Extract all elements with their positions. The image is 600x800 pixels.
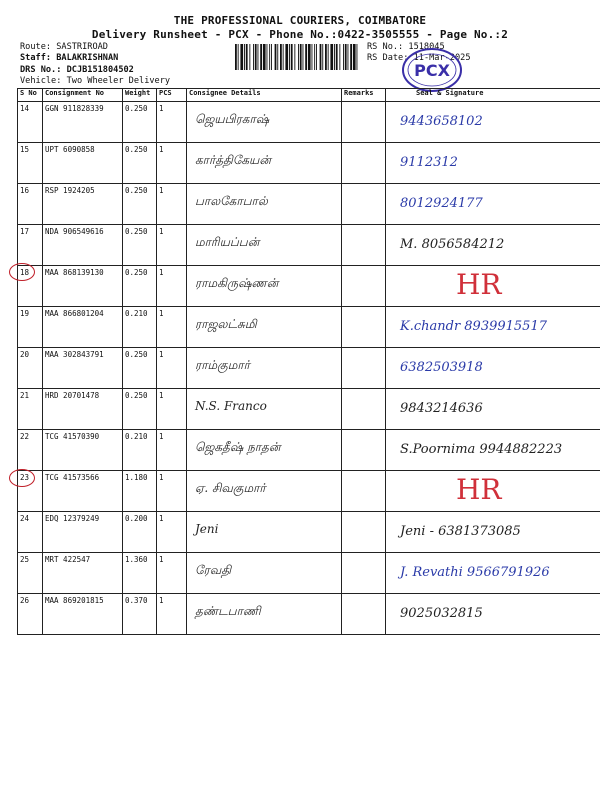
- consignee-handwriting: N.S. Franco: [195, 399, 267, 413]
- signature-handwriting: S.Poornima 9944882223: [400, 442, 563, 457]
- row-signature: [386, 184, 600, 225]
- row-consignment-no: GGN 911828339: [43, 102, 123, 143]
- row-sno: 15: [18, 143, 43, 184]
- staff-value: BALAKRISHNAN: [56, 53, 119, 63]
- row-sno: 18: [18, 266, 43, 307]
- signature-handwriting: K.chandr 8939915517: [400, 319, 547, 334]
- signature-handwriting: 9443658102: [400, 114, 483, 129]
- table-row: [18, 307, 600, 348]
- row-consignment-no: RSP 1924205: [43, 184, 123, 225]
- row-remarks: [342, 143, 386, 184]
- runsheet-subtitle: Delivery Runsheet - PCX - Phone No.:0422-3505555 - Page No.:2: [91, 28, 509, 41]
- rs-no-value: 1518045: [408, 42, 445, 52]
- consignee-handwriting: ஏ. சிவகுமார்: [195, 481, 266, 495]
- row-consignment-no: MAA 869201815: [43, 594, 123, 635]
- barcode-icon: [235, 44, 359, 70]
- consignee-handwriting: ராமகிருஷ்ணன்: [195, 276, 279, 290]
- row-weight: 0.250: [123, 389, 157, 430]
- row-remarks: [342, 348, 386, 389]
- row-pcs: 1: [157, 266, 187, 307]
- row-consignee: [187, 225, 342, 266]
- table-row: [18, 471, 600, 512]
- row-signature: [386, 348, 600, 389]
- signature-handwriting: 9112312: [400, 155, 458, 170]
- row-pcs: 1: [157, 102, 187, 143]
- col-sno: S No: [18, 89, 43, 102]
- row-pcs: 1: [157, 184, 187, 225]
- row-pcs: 1: [157, 553, 187, 594]
- row-remarks: [342, 225, 386, 266]
- row-signature: [386, 225, 600, 266]
- row-pcs: 1: [157, 348, 187, 389]
- row-consignee: [187, 512, 342, 553]
- row-pcs: 1: [157, 143, 187, 184]
- row-signature: [386, 594, 600, 635]
- row-remarks: [342, 266, 386, 307]
- row-pcs: 1: [157, 430, 187, 471]
- row-sno: 21: [18, 389, 43, 430]
- row-signature: [386, 512, 600, 553]
- row-consignment-no: TCG 41570390: [43, 430, 123, 471]
- row-weight: 0.250: [123, 143, 157, 184]
- vehicle-value: Two Wheeler Delivery: [66, 76, 171, 86]
- table-row: [18, 553, 600, 594]
- row-weight: 1.360: [123, 553, 157, 594]
- row-sno: 22: [18, 430, 43, 471]
- row-pcs: 1: [157, 307, 187, 348]
- drs-line: DRS No.: DCJB151804502: [20, 65, 134, 75]
- row-consignee: [187, 143, 342, 184]
- table-row: [18, 266, 600, 307]
- consignment-table: [17, 88, 600, 635]
- row-weight: 0.250: [123, 225, 157, 266]
- col-consignee: Consignee Details: [187, 89, 342, 102]
- table-row: [18, 348, 600, 389]
- row-sno: 17: [18, 225, 43, 266]
- signature-handwriting: M. 8056584212: [400, 237, 505, 252]
- row-consignment-no: UPT 6090858: [43, 143, 123, 184]
- row-signature: [386, 553, 600, 594]
- row-weight: 0.250: [123, 266, 157, 307]
- consignee-handwriting: கார்த்திகேயன்: [195, 153, 271, 167]
- consignee-handwriting: ரேவதி: [195, 563, 232, 577]
- row-consignee: [187, 553, 342, 594]
- row-sno: 24: [18, 512, 43, 553]
- row-remarks: [342, 389, 386, 430]
- table-row: [18, 594, 600, 635]
- row-signature: [386, 102, 600, 143]
- row-remarks: [342, 594, 386, 635]
- table-row: [18, 184, 600, 225]
- stamp-text: PCX: [414, 61, 450, 80]
- rs-no-line: RS No.: 1518045: [367, 42, 445, 52]
- table-row: [18, 143, 600, 184]
- signature-handwriting: Jeni - 6381373085: [400, 524, 521, 539]
- table-row: [18, 512, 600, 553]
- route-line: Route: SASTRIROAD: [20, 42, 108, 52]
- row-remarks: [342, 102, 386, 143]
- row-consignee: [187, 471, 342, 512]
- col-consignment: Consignment No: [43, 89, 123, 102]
- row-weight: 1.180: [123, 471, 157, 512]
- row-weight: 0.210: [123, 307, 157, 348]
- consignee-handwriting: ராஜலட்சுமி: [195, 317, 257, 331]
- row-weight: 0.370: [123, 594, 157, 635]
- company-title: THE PROFESSIONAL COURIERS, COIMBATORE: [173, 14, 427, 27]
- row-consignment-no: NDA 906549616: [43, 225, 123, 266]
- row-remarks: [342, 553, 386, 594]
- row-consignee: [187, 184, 342, 225]
- col-signature: Seal & Signature: [386, 89, 600, 102]
- col-remarks: Remarks: [342, 89, 386, 102]
- row-sno: 14: [18, 102, 43, 143]
- consignee-handwriting: மாரியப்பன்: [195, 235, 260, 249]
- row-remarks: [342, 471, 386, 512]
- row-sno: 19: [18, 307, 43, 348]
- col-weight: Weight: [123, 89, 157, 102]
- row-18-circle: [9, 263, 35, 281]
- row-weight: 0.210: [123, 430, 157, 471]
- row-consignment-no: EDQ 12379249: [43, 512, 123, 553]
- consignee-handwriting: ராம்குமார்: [195, 358, 250, 372]
- signature-handwriting: 9025032815: [400, 606, 483, 621]
- row-remarks: [342, 512, 386, 553]
- vehicle-line: Vehicle: Two Wheeler Delivery: [20, 76, 171, 86]
- row-23-circle: [9, 469, 35, 487]
- row-signature: [386, 307, 600, 348]
- row-consignment-no: MAA 866801204: [43, 307, 123, 348]
- row-consignee: [187, 102, 342, 143]
- row-sno: 26: [18, 594, 43, 635]
- table-row: [18, 225, 600, 266]
- signature-handwriting: 9843214636: [400, 401, 483, 416]
- table-row: [18, 389, 600, 430]
- row-consignment-no: MAA 868139130: [43, 266, 123, 307]
- table-row: [18, 102, 600, 143]
- row-weight: 0.250: [123, 184, 157, 225]
- row-weight: 0.250: [123, 348, 157, 389]
- row-pcs: 1: [157, 471, 187, 512]
- row-consignee: [187, 389, 342, 430]
- row-consignment-no: MAA 302843791: [43, 348, 123, 389]
- row-signature: [386, 430, 600, 471]
- signature-handwriting: 8012924177: [400, 196, 483, 211]
- consignee-handwriting: Jeni: [195, 522, 219, 536]
- table-row: [18, 430, 600, 471]
- row-consignee: [187, 266, 342, 307]
- row-pcs: 1: [157, 389, 187, 430]
- row-consignee: [187, 348, 342, 389]
- drs-value: DCJB151804502: [66, 65, 134, 75]
- consignee-handwriting: ஜெயபிரகாஷ்: [195, 112, 270, 126]
- row-sno: 16: [18, 184, 43, 225]
- consignee-handwriting: தண்டபாணி: [195, 604, 261, 618]
- row-consignment-no: TCG 41573566: [43, 471, 123, 512]
- consignee-handwriting: பாலகோபால்: [195, 194, 268, 208]
- row-weight: 0.200: [123, 512, 157, 553]
- row-pcs: 1: [157, 594, 187, 635]
- rs-date-value: 11-Mar-2025: [413, 53, 471, 63]
- row-sno: 20: [18, 348, 43, 389]
- route-value: SASTRIROAD: [56, 42, 108, 52]
- row-remarks: [342, 430, 386, 471]
- signature-handwriting: 6382503918: [400, 360, 483, 375]
- row-remarks: [342, 184, 386, 225]
- row-sno: 23: [18, 471, 43, 512]
- row-signature: [386, 471, 600, 512]
- row-consignee: [187, 594, 342, 635]
- signature-handwriting: J. Revathi 9566791926: [400, 565, 550, 580]
- row-signature: [386, 389, 600, 430]
- row-consignment-no: HRD 20701478: [43, 389, 123, 430]
- signature-handwriting: HR: [456, 473, 502, 506]
- row-signature: [386, 143, 600, 184]
- rs-date-line: RS Date: 11-Mar-2025: [367, 53, 471, 63]
- row-consignment-no: MRT 422547: [43, 553, 123, 594]
- row-consignee: [187, 430, 342, 471]
- row-signature: [386, 266, 600, 307]
- signature-handwriting: HR: [456, 268, 502, 301]
- staff-line: Staff: BALAKRISHNAN: [20, 53, 119, 63]
- row-pcs: 1: [157, 512, 187, 553]
- row-consignee: [187, 307, 342, 348]
- col-pcs: PCS: [157, 89, 187, 102]
- row-weight: 0.250: [123, 102, 157, 143]
- row-pcs: 1: [157, 225, 187, 266]
- row-remarks: [342, 307, 386, 348]
- consignee-handwriting: ஜெகதீஷ் நாதன்: [195, 440, 281, 454]
- row-sno: 25: [18, 553, 43, 594]
- table-header-row: [18, 89, 600, 102]
- pcx-stamp: [400, 46, 464, 94]
